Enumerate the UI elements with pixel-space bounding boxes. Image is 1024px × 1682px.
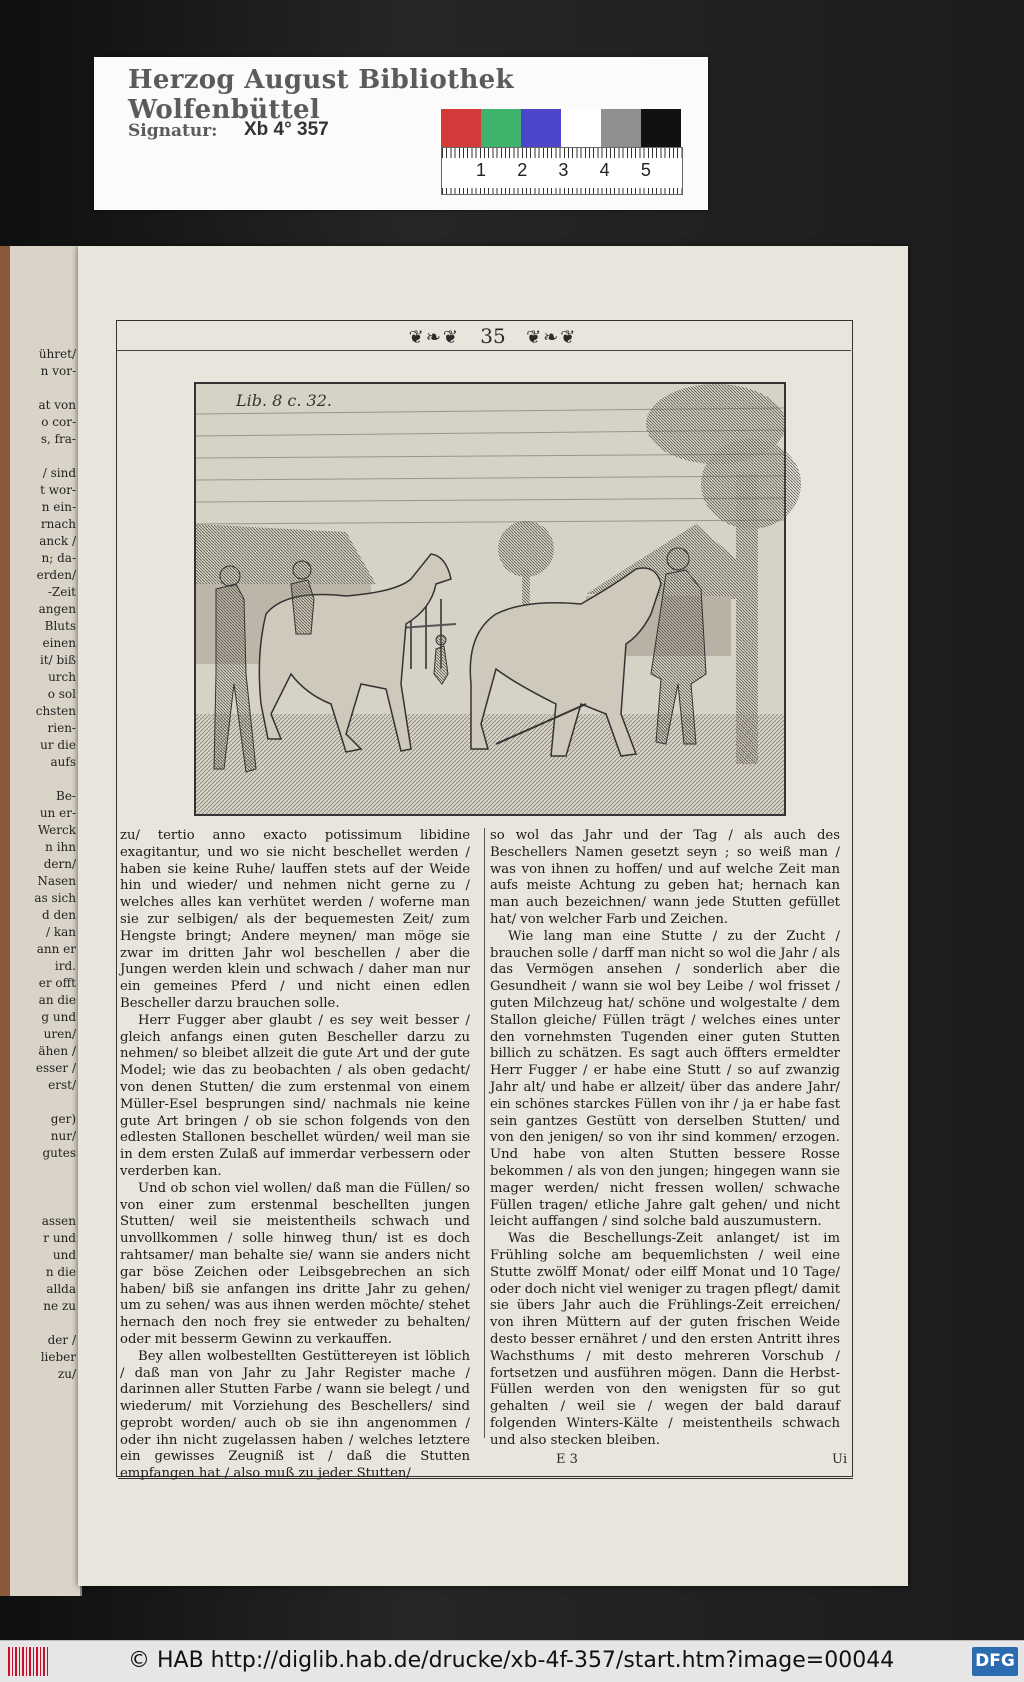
catchword: Ui	[832, 1452, 848, 1467]
ruler-number: 2	[517, 160, 528, 180]
paragraph: zu/ tertio anno exacto potissimum libidine exagitantur, und wo sie nicht beschellet werden / haben sie keine Ruhe/ lauffen stets auf der Weide hin und wieder/ und nehmen nicht gerne zu / welches alles kan verhütet werden / woferne man sie zur selbigen/ als der bequemesten Zeit/ zum Hengste bringt; Andere meynen/ man möge sie zwar im dritten Jahr wol beschellen / aber die Jungen werden klein und schwach / daher man nur ein gemeines Pferd / und nicht einen edlen Bescheller darzu brauchen solle.	[120, 828, 470, 1011]
column-divider	[484, 828, 485, 1438]
hab-logo-icon	[8, 1647, 48, 1676]
ruler-number: 4	[599, 160, 610, 180]
paragraph: Herr Fugger aber glaubt / es sey weit besser / gleich anfangs einen guten Bescheller darzu zu nehmen/ so bleibet allzeit die gute Art und der gute Model; wie das zu beobachten / als oben gedacht/ von denen Stutten/ die zum erstenmal von einem Müller-Esel besprungen sind/ nachmals nie keine gute Art bringen / ob sie schon folgends von den edlesten Stallonen beschellet würden/ weil man sie in dem ersten Zulaß auf immerdar verbessern oder verderben kan.	[120, 1012, 470, 1179]
book-page	[78, 246, 908, 1586]
page-header	[78, 324, 908, 348]
paragraph: Wie lang man eine Stutte / zu der Zucht / brauchen solle / darff man nicht so wol die Jahr / als das Vermögen ansehen / sonderlich aber die Gesundheit / wann sie wol bey Leibe / wol frisset / guten Milchzeug hat/ schöne und wolgestalte / dem Stallon gleiche/ Füllen trägt / welches eines unter den vornehmsten Tugenden einer guten Stutten billich zu schätzen. Es sagt auch öffters ermeldter Herr Fugger / er habe eine Stutt / so auf zwanzig Jahr alt/ und habe er allzeit/ über das andere Jahr/ ein schönes starckes Füllen von ihr / ja er habe fast sein gantzes Gestütt von derselben Stutten/ und von den jenigen/ so von ihr sind kommen/ erzogen. Und habe von alten Stutten bessere Rosse bekommen / als von den jungen; hingegen wann sie mager werden/ nicht fressen wollen/ schwache Füllen tragen/ etliche Jahre galt gehen/ und nicht leicht auffangen / sind solche bald auszumustern.	[490, 928, 840, 1230]
scale-ruler	[441, 147, 683, 195]
previous-page-text-fragments: ühret/ n vor- at von o cor- s, fra- / sind t wor- n ein- rnach anck / n; da- erden/ -Zeit angen Bluts einen it/ biß urch o sol chsten rien- ur die aufs Be- un er- Werck n ihn dern/ Nasen as sich d den / kan ann er ird. er offt an die g und uren/ ähen / esser / erst/ ger) nur/ gutes assen r und und n die allda ne zu der / lieber zu/	[34, 347, 76, 1381]
library-name: Herzog August Bibliothek Wolfenbüttel	[128, 65, 514, 125]
black-swatch	[641, 109, 681, 147]
green-swatch	[481, 109, 521, 147]
header-ornament-right: ❦❧❦	[526, 327, 578, 348]
ruler-number: 5	[640, 160, 651, 180]
header-rule	[116, 350, 851, 351]
text-column-left	[120, 828, 470, 1482]
ruler-number: 1	[476, 160, 487, 180]
ruler-ticks-bottom	[442, 188, 682, 194]
engraving-horses-scene	[196, 384, 784, 814]
color-calibration-chart	[441, 109, 681, 147]
paragraph: Bey allen wolbestellten Gestüttereyen ist löblich / daß man von Jahr zu Jahr Register mache / darinnen aller Stutten Farbe / wann sie belegt / und wiederum/ mit Vorziehung des Beschellers/ sind geprobt worden/ auch ob sie ihn angenommen / oder ihn nicht zugelassen haben / welches letztere ein gewisses Zeugniß ist / daß die Stutten empfangen hat / also muß zu jeder Stutten/	[120, 1348, 470, 1482]
red-swatch	[441, 109, 481, 147]
header-ornament-left: ❦❧❦	[408, 327, 460, 348]
engraving-illustration	[194, 382, 786, 816]
ruler-numbers	[442, 160, 682, 181]
white-swatch	[561, 109, 601, 147]
page-number: 35	[480, 324, 506, 348]
ruler-number: 3	[558, 160, 569, 180]
viewer-footer-bar	[0, 1640, 1024, 1682]
ruler-ticks-top	[442, 148, 682, 158]
previous-page-edge	[0, 246, 82, 1596]
footer-rule	[118, 1478, 853, 1479]
engraving-inscription: Lib. 8 c. 32.	[236, 391, 332, 410]
dfg-logo: DFG	[972, 1647, 1018, 1676]
blue-swatch	[521, 109, 561, 147]
text-column-right	[490, 828, 840, 1448]
paragraph: Was die Beschellungs-Zeit anlanget/ ist im Frühling solche am bequemlichsten / weil eine Stutte zwölff Monat/ oder eilff Monat und 10 Tage/ oder doch nicht viel weniger zu tragen pflegt/ damit sie übers Jahr auch die Frühlings-Zeit erreichen/ von ihren Müttern auf der guten frischen Weide desto besser ernähret / und den ersten Antritt ihres Wachsthums / mit desto mehreren Vorschub / fortsetzen und ausführen mögen. Dann die Herbst-Füllen werden von den wenigsten für so gut gehalten / weil sie / wegen der bald darauf folgenden Winters-Kälte / meistentheils schwach und also stecken bleiben.	[490, 1231, 840, 1448]
signature-value: Xb 4° 357	[244, 119, 329, 140]
signature-mark: E 3	[556, 1452, 578, 1467]
copyright-url[interactable]: © HAB http://diglib.hab.de/drucke/xb-4f-357/start.htm?image=00044	[128, 1648, 895, 1673]
paragraph: Und ob schon viel wollen/ daß man die Füllen/ so von einer zum erstenmal beschellten jungen Stutten/ weil sie meistentheils schwach und unvollkommen / solle hinweg thun/ ist es doch rahtsamer/ man behalte sie/ wann sie anders nicht gar böse Zeichen oder Leibsgebrechen an sich haben/ biß sie anfangen ins dritte Jahr zu gehen/ um zu sehen/ was aus ihnen werden möchte/ stehet hernach den noch frey sie entweder zu behalten/ oder mit besserm Gewinn zu verkauffen.	[120, 1180, 470, 1347]
library-reference-card	[94, 57, 708, 210]
signature-label: Signatur:	[128, 121, 218, 141]
gray-swatch	[601, 109, 641, 147]
paragraph: so wol das Jahr und der Tag / als auch des Beschellers Namen gesetzt seyn ; so weiß man / was von ihnen zu hoffen/ und auf welche Zeit man aufs meiste Achtung zu geben hat; hernach kan man auch bezeichnen/ wann jede Stutten gefüllet hat/ von welcher Farb und Zeichen.	[490, 828, 840, 927]
